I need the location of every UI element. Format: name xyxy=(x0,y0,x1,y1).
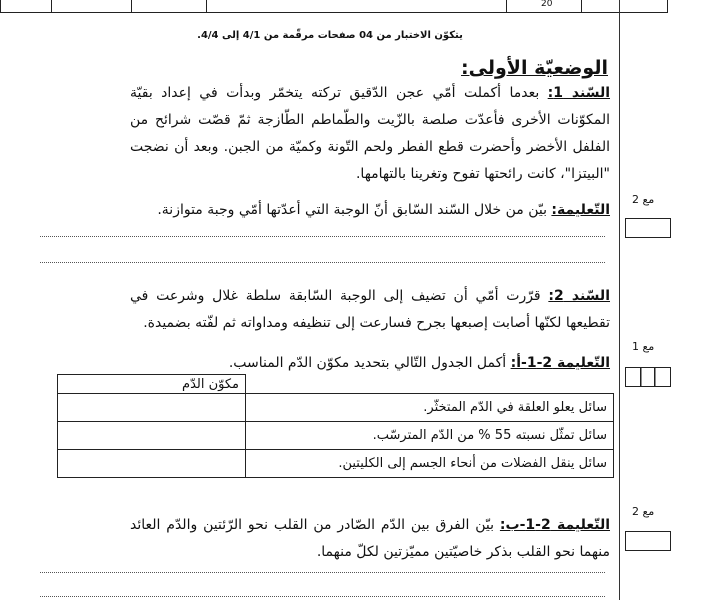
margin-line xyxy=(619,0,620,600)
table-row-answer-cell[interactable] xyxy=(58,450,246,478)
mark-label-3: مع 2 xyxy=(632,505,655,518)
strip-divider xyxy=(51,0,52,12)
table-header-empty xyxy=(246,375,614,394)
table-row-description: سائل تمثّل نسبته 55 % من الدّم المترسّب. xyxy=(246,422,614,450)
mark-label-2: مع 1 xyxy=(632,340,655,353)
task-2-1-b-label: التّعليمة 2-1-ب: xyxy=(499,517,610,533)
strip-divider xyxy=(131,0,132,12)
table-row xyxy=(58,450,614,478)
strip-divider xyxy=(206,0,207,12)
task-2-1-b-text: بيّن الفرق بين الدّم الصّادر من القلب نحو الرّئتين والدّم العائد منهما نحو القلب بذكر خاصيّتين مميّزتين لكلّ منهما. xyxy=(130,517,610,560)
table-header-blood-component: مكوّن الدّم xyxy=(58,375,246,394)
document-2-text: قرّرت أمّي أن تضيف إلى الوجبة السّابقة سلطة غلال وشرعت في تقطيعها لكنّها أصابت إصبعها بجرح فسارعت إلى تنظيفه ومداواته ثم لفّته بضميدة. xyxy=(130,288,610,331)
table-row xyxy=(58,422,614,450)
table-header-row xyxy=(58,375,614,394)
answer-line[interactable] xyxy=(40,596,605,597)
table-row-answer-cell[interactable] xyxy=(58,394,246,422)
mark-box-2[interactable] xyxy=(625,367,671,387)
table-row xyxy=(58,394,614,422)
answer-line[interactable] xyxy=(40,262,605,263)
strip-divider xyxy=(581,0,582,12)
strip-divider xyxy=(506,0,507,12)
answer-line[interactable] xyxy=(40,572,605,573)
table-row-description: سائل يعلو العلقة في الدّم المتخثّر. xyxy=(246,394,614,422)
task-1-label: التّعليمة: xyxy=(551,202,610,218)
task-2-1-b xyxy=(130,512,610,566)
document-1-text: بعدما أكملت أمّي عجن الدّقيق تركته يتخمّر وبدأت في إعداد بقيّة المكوّنات الأخرى فأعدّت صلصة بالزّيت والطّماطم الطّازجة ثمّ قصّت شرائح من الفلفل الأخضر وأحضرت قطع الفطر ولحم التّونة وكميّة من الجبن. وبعد أن نضجت "البيتزا"، كانت رائحتها تفوح وتغرينا بالتهامها. xyxy=(130,85,610,182)
mark-box-1[interactable] xyxy=(625,218,671,238)
document-1-label: السّند 1: xyxy=(547,85,610,101)
score-total: 20 xyxy=(541,0,553,9)
table-row-answer-cell[interactable] xyxy=(58,422,246,450)
previous-table-strip xyxy=(0,0,668,13)
task-2-1-a-text: أكمل الجدول التّالي بتحديد مكوّن الدّم المناسب. xyxy=(228,355,511,371)
task-1 xyxy=(130,197,610,224)
blood-components-table xyxy=(57,374,614,478)
page-note: يتكوّن الاختبار من 04 صفحات مرقّمة من 4/1 إلى 4/4. xyxy=(197,30,463,41)
document-2-label: السّند 2: xyxy=(548,288,610,304)
mark-box-3[interactable] xyxy=(625,531,671,551)
task-2-1-a xyxy=(130,350,610,377)
task-2-1-a-label: التّعليمة 2-1-أ: xyxy=(510,355,610,371)
document-2 xyxy=(130,283,610,337)
document-1 xyxy=(130,80,610,188)
answer-line[interactable] xyxy=(40,236,605,237)
table-row-description: سائل ينقل الفضلات من أنحاء الجسم إلى الكليتين. xyxy=(246,450,614,478)
section-title: الوضعيّة الأولى: xyxy=(461,57,608,79)
mark-label-1: مع 2 xyxy=(632,193,655,206)
task-1-text: بيّن من خلال السّند السّابق أنّ الوجبة التي أعدّتها أمّي وجبة متوازنة. xyxy=(157,202,552,218)
